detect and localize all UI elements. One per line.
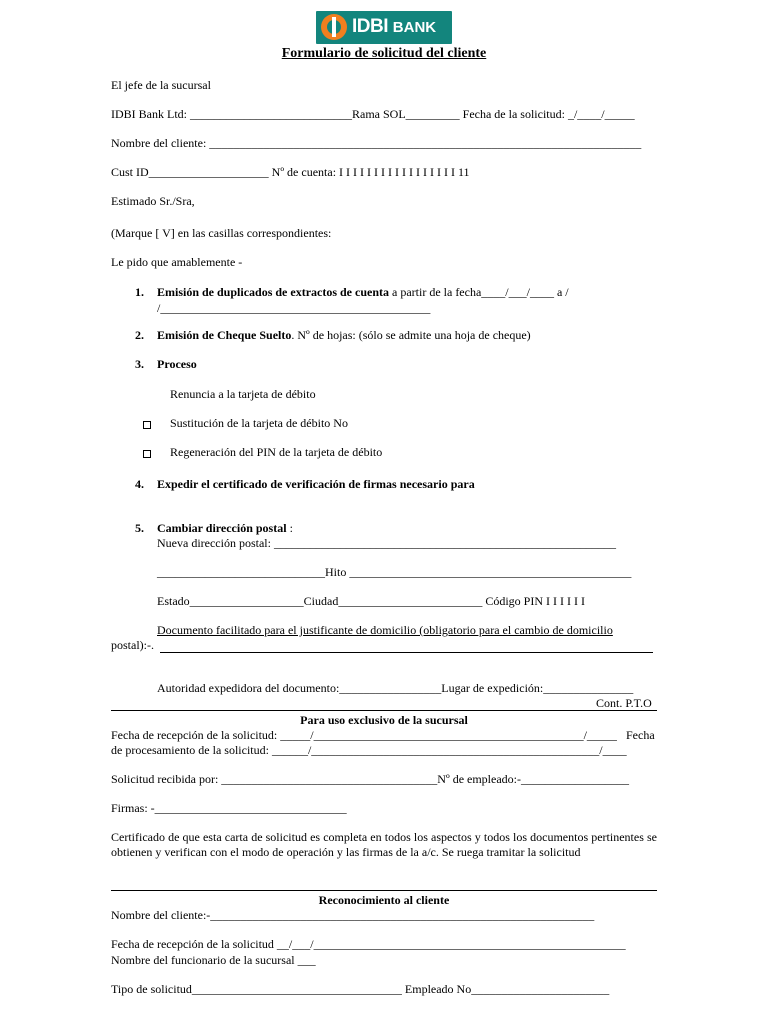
certificate-paragraph: Certificado de que esta carta de solicitud es completa en todos los aspectos y todos los documentos pertinentes se obtienen y verifican con el modo de operación y las firmas de la a/c. Se ruega tramitar la solicitud xyxy=(111,830,657,859)
hito-line: ____________________________Hito _______________________________________________ xyxy=(157,565,632,579)
signatures-line: Firmas: -________________________________ xyxy=(111,801,347,815)
divider-acknowledgement xyxy=(111,890,657,891)
divider-branch xyxy=(111,710,657,711)
logo-wordmark: IDBI BANK xyxy=(352,16,437,37)
item-1-number: 1. xyxy=(135,285,144,299)
address-proof-document-cont: postal):-. xyxy=(111,638,154,652)
ack-receipt-date-line: Fecha de recepción de la solicitud __/___/____________________________________________________ xyxy=(111,937,626,951)
ack-client-name-line: Nombre del cliente:-________________________________________________________________ xyxy=(111,908,595,922)
item-2-number: 2. xyxy=(135,328,144,342)
issuing-authority-line: Autoridad expedidora del documento:_________________Lugar de expedición:_______________ xyxy=(157,681,634,695)
option-debit-card-waiver: Renuncia a la tarjeta de débito xyxy=(170,387,316,401)
item-5-title: Cambiar dirección postal : xyxy=(157,521,293,535)
acknowledgement-title: Reconocimiento al cliente xyxy=(318,893,450,907)
instruction: (Marque [ V] en las casillas correspondientes: xyxy=(111,226,332,240)
cust-id-account-line: Cust ID____________________ Nº de cuenta: I I I I I I I I I I I I I I I I I 11 xyxy=(111,165,470,179)
address-proof-document-line: Documento facilitado para el justificante de domicilio (obligatorio para el cambio de domicilio xyxy=(157,623,613,637)
idbi-bank-logo xyxy=(316,11,452,44)
item-4-number: 4. xyxy=(135,477,144,491)
ack-officer-name-line: Nombre del funcionario de la sucursal ___ xyxy=(111,953,316,967)
checkbox-pin-regeneration[interactable] xyxy=(143,450,151,458)
underline-document xyxy=(160,652,653,653)
addressee: El jefe de la sucursal xyxy=(111,78,211,92)
receipt-fecha: Fecha xyxy=(626,728,655,742)
received-by-line: Solicitud recibida por: ____________________________________Nº de empleado:-__________________ xyxy=(111,772,629,786)
cont-pto: Cont. P.T.O xyxy=(596,696,652,710)
item-1-text: Emisión de duplicados de extractos de cuenta a partir de la fecha____/___/____ a / xyxy=(157,285,569,299)
item-4-title: Expedir el certificado de verificación de firmas necesario para xyxy=(157,477,475,491)
checkbox-debit-card-replacement[interactable] xyxy=(143,421,151,429)
idbi-logo-emblem-icon xyxy=(321,14,347,40)
branch-use-title: Para uso exclusivo de la sucursal xyxy=(300,713,468,727)
state-city-pin-line: Estado___________________Ciudad________________________ Código PIN I I I I I I xyxy=(157,594,585,608)
receipt-date-line: Fecha de recepción de la solicitud: _____/_____________________________________________/_____ xyxy=(111,728,617,742)
item-3-number: 3. xyxy=(135,357,144,371)
client-name-line: Nombre del cliente: ________________________________________________________________________ xyxy=(111,136,642,150)
ack-request-type-line: Tipo de solicitud___________________________________ Empleado No_______________________ xyxy=(111,982,610,996)
item-5-number: 5. xyxy=(135,521,144,535)
request-intro: Le pido que amablemente - xyxy=(111,255,243,269)
form-title: Formulario de solicitud del cliente xyxy=(281,46,487,61)
item-1-line-2: /_____________________________________________ xyxy=(157,301,431,315)
option-debit-card-replacement: Sustitución de la tarjeta de débito No xyxy=(170,416,348,430)
salutation: Estimado Sr./Sra, xyxy=(111,194,195,208)
option-pin-regeneration: Regeneración del PIN de la tarjeta de débito xyxy=(170,445,383,459)
processing-date-line: de procesamiento de la solicitud: ______/________________________________________________/____ xyxy=(111,743,627,757)
new-address-line: Nueva dirección postal: _________________________________________________________ xyxy=(157,536,616,550)
item-2-text: Emisión de Cheque Suelto. Nº de hojas: (sólo se admite una hoja de cheque) xyxy=(157,328,531,342)
item-3-title: Proceso xyxy=(157,357,197,371)
bank-branch-date-line: IDBI Bank Ltd: ___________________________Rama SOL_________ Fecha de la solicitud: _/____/_____ xyxy=(111,107,635,121)
